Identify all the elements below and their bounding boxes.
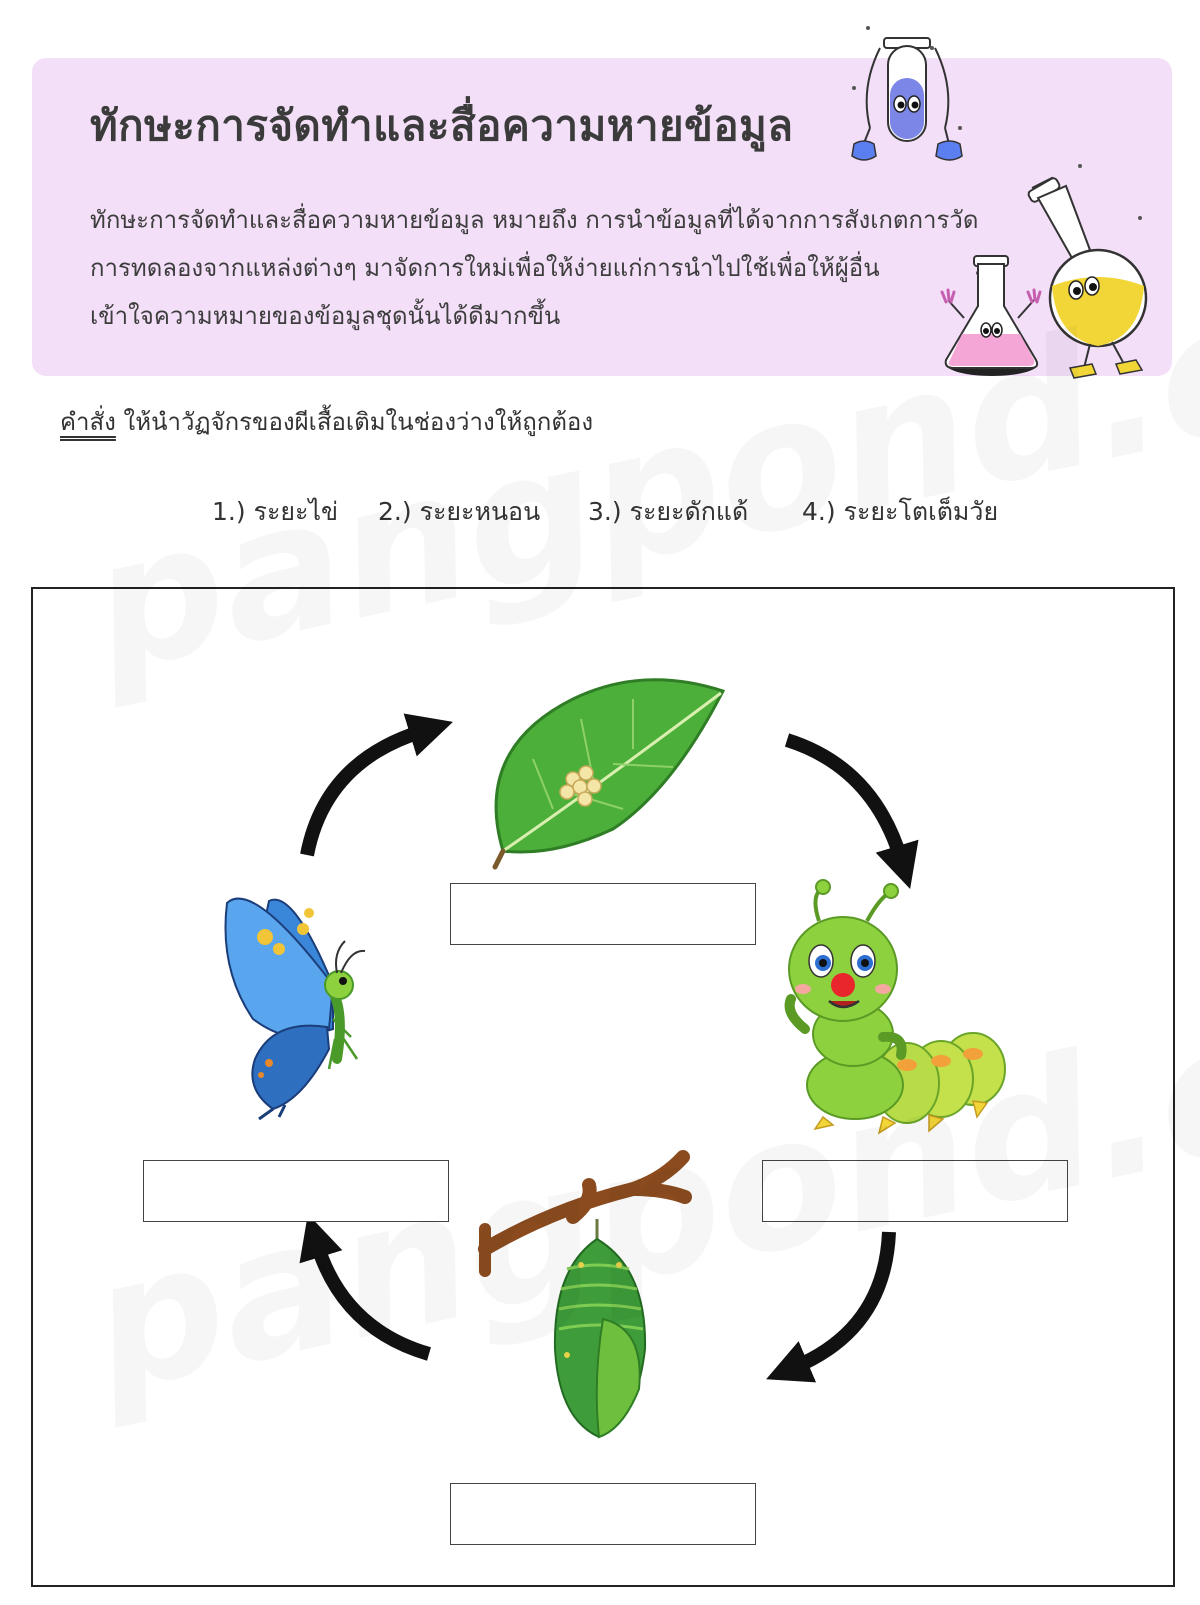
stage-options bbox=[0, 492, 1200, 532]
answer-box-left[interactable] bbox=[143, 1160, 449, 1222]
butterfly-icon bbox=[225, 899, 365, 1119]
answer-box-bottom[interactable] bbox=[450, 1483, 756, 1545]
round-flask-character-icon bbox=[1027, 177, 1146, 378]
option-pupa-stage: 3.) ระยะดักแด้ bbox=[588, 497, 749, 526]
caterpillar-icon bbox=[789, 880, 1005, 1133]
chrysalis-icon bbox=[485, 1157, 685, 1437]
curved-arrow-icon bbox=[795, 1232, 889, 1367]
leaf-with-eggs-icon bbox=[495, 680, 723, 867]
answer-box-right[interactable] bbox=[762, 1160, 1068, 1222]
instruction-text: ให้นำวัฏจักรของผีเสื้อเติมในช่องว่างให้ถูกต้อง bbox=[115, 408, 594, 436]
instruction-label: คำสั่ง bbox=[60, 408, 116, 436]
option-egg-stage: 1.) ระยะไข่ bbox=[212, 497, 339, 526]
science-decoration bbox=[840, 18, 1190, 398]
curved-arrow-icon bbox=[317, 1244, 429, 1354]
answer-box-top[interactable] bbox=[450, 883, 756, 945]
option-larva-stage: 2.) ระยะหนอน bbox=[378, 497, 541, 526]
life-cycle-illustration bbox=[33, 589, 1177, 1589]
test-tube-character-icon bbox=[852, 38, 962, 160]
life-cycle-diagram bbox=[31, 587, 1175, 1587]
curved-arrow-icon bbox=[307, 731, 423, 855]
curved-arrow-icon bbox=[787, 740, 901, 859]
page-title: ทักษะการจัดทำและสื่อความหายข้อมูล bbox=[90, 101, 794, 150]
erlenmeyer-flask-character-icon bbox=[942, 256, 1040, 376]
definition-line: ทักษะการจัดทำและสื่อความหายข้อมูล หมายถึง การนำข้อมูลที่ได้จากการสังเกตการวัด bbox=[90, 206, 979, 234]
instruction bbox=[60, 402, 593, 442]
option-adult-stage: 4.) ระยะโตเต็มวัย bbox=[802, 497, 999, 526]
definition-line: การทดลองจากแหล่งต่างๆ มาจัดการใหม่เพื่อให้ง่ายแก่การนำไปใช้เพื่อให้ผู้อื่น bbox=[90, 254, 880, 282]
definition-line: เข้าใจความหมายของข้อมูลชุดนั้นได้ดีมากขึ้น bbox=[90, 302, 561, 330]
